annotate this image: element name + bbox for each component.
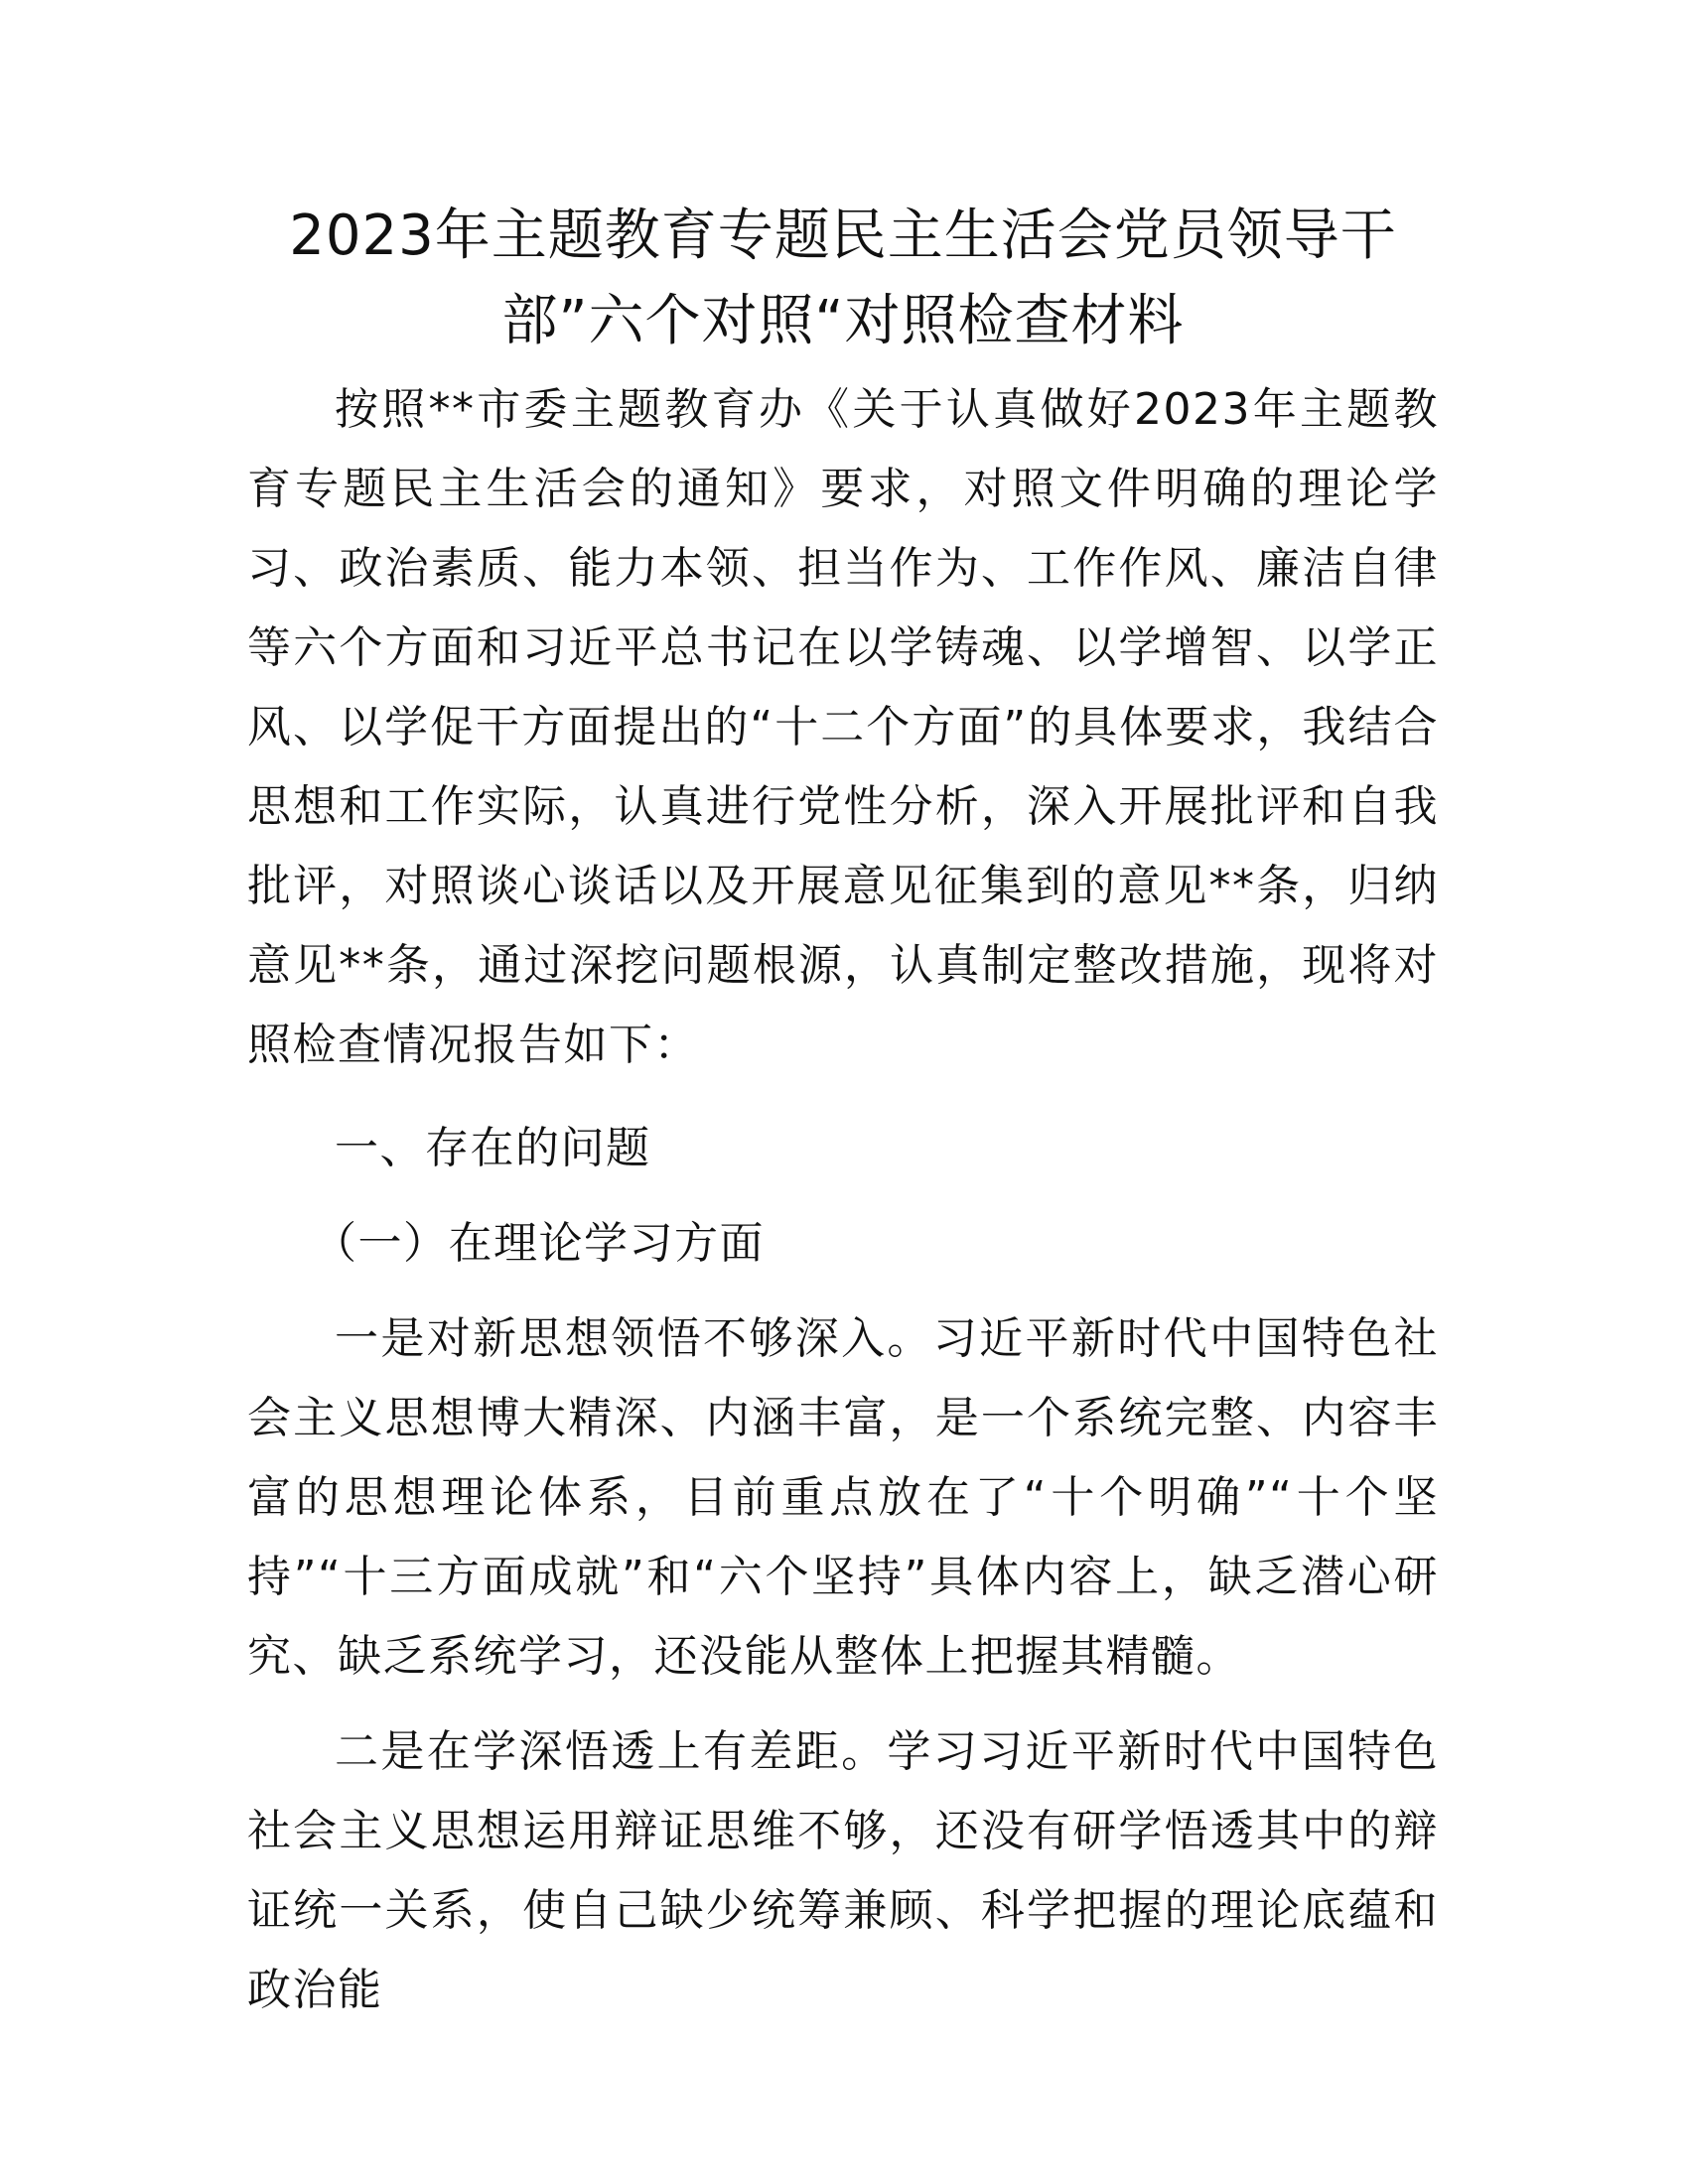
- subsection-heading: （一）在理论学习方面: [313, 1218, 765, 1269]
- intro-paragraph: 按照**市委主题教育办《关于认真做好2023年主题教育专题民主生活会的通知》要求，对照文件明确的理论学习、政治素质、能力本领、担当作为、工作作风、廉洁自律等六个方面和习近平总书记在以学铸魂、以学增智、以学正风、以学促干方面提出的“十二个方面”的具体要求，我结合思想和工作实际，认真进行党性分析，深入开展批评和自我批评，对照谈心谈话以及开展意见征集到的意见**条，归纳意见**条，通过深挖问题根源，认真制定整改措施，现将对照检查情况报告如下：: [247, 384, 1439, 1070]
- body-paragraph-2: 二是在学深悟透上有差距。学习习近平新时代中国特色社会主义思想运用辩证思维不够，还没有研学悟透其中的辩证统一关系，使自己缺少统筹兼顾、科学把握的理论底蕴和政治能: [247, 1726, 1439, 2015]
- title-line-1: 2023年主题教育专题民主生活会党员领导干: [289, 204, 1397, 268]
- document-page: [247, 194, 1439, 2030]
- body-paragraph-1: 一是对新思想领悟不够深入。习近平新时代中国特色社会主义思想博大精深、内涵丰富，是一个系统完整、内容丰富的思想理论体系，目前重点放在了“十个明确”“十个坚持”“十三方面成就”和“六个坚持”具体内容上，缺乏潜心研究、缺乏系统学习，还没能从整体上把握其精髓。: [247, 1313, 1439, 1682]
- section-heading: 一、存在的问题: [335, 1123, 651, 1173]
- title-line-2: 部”六个对照“对照检查材料: [501, 289, 1185, 353]
- document-title: [247, 194, 1439, 364]
